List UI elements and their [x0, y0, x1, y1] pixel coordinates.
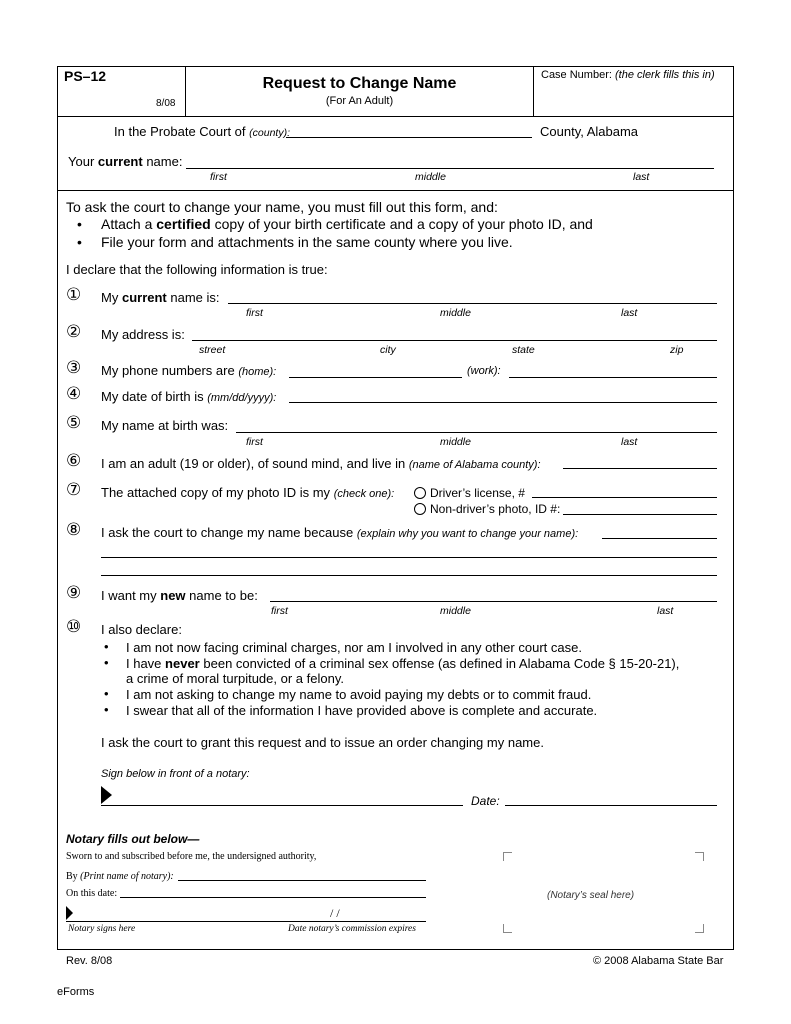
county-field[interactable] — [286, 137, 532, 138]
non-drivers-id-label: Non-driver’s photo, ID #: — [430, 502, 561, 516]
intro-line: To ask the court to change your name, you must fill out this form, and: — [66, 199, 498, 215]
sub-last: last — [621, 307, 638, 319]
item-number-4: ④ — [66, 384, 82, 403]
sub-street: street — [199, 344, 226, 356]
bullet: • — [104, 655, 109, 670]
sub-middle: middle — [440, 605, 471, 617]
reason-field-3[interactable] — [101, 575, 717, 576]
header-divider — [57, 116, 733, 117]
your-current-name-field[interactable] — [186, 168, 714, 169]
reason-field-1[interactable] — [602, 538, 717, 539]
dob-field[interactable] — [289, 402, 717, 403]
declare-line: I declare that the following information is true: — [66, 262, 328, 277]
birth-name-field[interactable] — [236, 432, 717, 433]
non-drivers-id-radio[interactable] — [414, 503, 426, 515]
your-current-name-label: Your current name: — [68, 154, 183, 169]
bullet: • — [104, 639, 109, 654]
sub-last: last — [633, 171, 650, 183]
work-label: (work): — [467, 365, 501, 377]
seal-corner-bl — [503, 924, 512, 933]
item-number-3: ③ — [66, 358, 82, 377]
commission-slashes: / / — [330, 906, 340, 920]
notary-heading: Notary fills out below— — [66, 832, 200, 846]
sub-middle: middle — [440, 436, 471, 448]
item-2-label: My address is: — [101, 327, 185, 342]
bullet: • — [104, 702, 109, 717]
sub-first: first — [246, 436, 263, 448]
form-id: PS–12 — [64, 68, 107, 84]
sign-hint: Sign below in front of a notary: — [101, 768, 250, 780]
signature-field[interactable] — [101, 805, 463, 806]
sub-middle: middle — [440, 307, 471, 319]
non-drivers-id-field[interactable] — [563, 514, 717, 515]
seal-corner-tl — [503, 852, 512, 861]
item-number-8: ⑧ — [66, 520, 82, 539]
current-name-field[interactable] — [228, 303, 717, 304]
item-number-7: ⑦ — [66, 480, 82, 499]
item-number-2: ② — [66, 322, 82, 341]
notary-signs-here: Notary signs here — [68, 924, 136, 934]
header-col-divider-2 — [533, 66, 534, 116]
copyright: © 2008 Alabama State Bar — [593, 955, 724, 967]
declaration-2: I have never been convicted of a criminal sex offense (as defined in Alabama Code § 15-20-21), — [126, 656, 680, 671]
grant-request: I ask the court to grant this request and to issue an order changing my name. — [101, 735, 544, 750]
bullet: • — [77, 216, 82, 232]
address-field[interactable] — [192, 340, 717, 341]
new-name-field[interactable] — [270, 601, 717, 602]
page-subtitle: (For An Adult) — [325, 95, 394, 107]
notary-sworn: Sworn to and subscribed before me, the undersigned authority, — [66, 851, 317, 862]
item-5-label: My name at birth was: — [101, 418, 229, 433]
sub-state: state — [512, 344, 535, 356]
sub-first: first — [271, 605, 288, 617]
declaration-3: I am not asking to change my name to avoid paying my debts or to commit fraud. — [126, 687, 592, 702]
item-4-label: My date of birth is (mm/dd/yyyy): — [101, 389, 277, 404]
sub-middle: middle — [415, 171, 446, 183]
date-label: Date: — [471, 794, 500, 808]
notary-arrow-icon — [66, 906, 73, 920]
notary-date-field[interactable] — [120, 897, 426, 898]
declaration-4: I swear that all of the information I have provided above is complete and accurate. — [126, 703, 598, 718]
signature-date-field[interactable] — [505, 805, 717, 806]
home-phone-field[interactable] — [289, 377, 462, 378]
item-3-label: My phone numbers are (home): — [101, 363, 277, 378]
bullet: • — [77, 234, 82, 250]
county-residence-field[interactable] — [563, 468, 717, 469]
item-10-label: I also declare: — [101, 622, 182, 637]
seal-corner-tr — [695, 852, 704, 861]
item-7-label: The attached copy of my photo ID is my (check one): — [101, 485, 395, 500]
item-number-9: ⑨ — [66, 583, 82, 602]
intro-bullet-2: File your form and attachments in the same county where you live. — [101, 234, 513, 250]
item-number-6: ⑥ — [66, 451, 82, 470]
intro-bullet-1: Attach a certified copy of your birth certificate and a copy of your photo ID, and — [101, 216, 593, 232]
item-number-5: ⑤ — [66, 413, 82, 432]
form-date: 8/08 — [156, 98, 176, 109]
court-section-divider — [57, 190, 733, 191]
bullet: • — [104, 686, 109, 701]
eforms-label: eForms — [57, 986, 95, 998]
declaration-2-cont: a crime of moral turpitude, or a felony. — [126, 671, 344, 686]
notary-by-label: By (Print name of notary): — [66, 871, 174, 882]
notary-signature-field[interactable] — [66, 921, 426, 922]
court-suffix: County, Alabama — [540, 124, 639, 139]
revision: Rev. 8/08 — [66, 955, 113, 967]
drivers-license-field[interactable] — [532, 497, 717, 498]
item-8-label: I ask the court to change my name because (explain why you want to change your name): — [101, 525, 579, 540]
commission-expires: Date notary’s commission expires — [288, 924, 416, 934]
drivers-license-label: Driver’s license, # — [430, 486, 525, 500]
notary-seal-label: (Notary’s seal here) — [547, 890, 635, 901]
sub-city: city — [380, 344, 396, 356]
declaration-1: I am not now facing criminal charges, nor am I involved in any other court case. — [126, 640, 582, 655]
sub-last: last — [621, 436, 638, 448]
item-9-label: I want my new name to be: — [101, 588, 258, 603]
sub-last: last — [657, 605, 674, 617]
item-6-label: I am an adult (19 or older), of sound mind, and live in (name of Alabama county): — [101, 456, 541, 471]
sign-arrow-icon — [101, 786, 112, 804]
sub-first: first — [246, 307, 263, 319]
item-number-1: ① — [66, 285, 82, 304]
item-1-label: My current name is: — [101, 290, 220, 305]
work-phone-field[interactable] — [509, 377, 717, 378]
reason-field-2[interactable] — [101, 557, 717, 558]
page-title: Request to Change Name — [262, 75, 457, 92]
notary-name-field[interactable] — [178, 880, 426, 881]
item-number-10: ⑩ — [66, 617, 82, 636]
sub-first: first — [210, 171, 227, 183]
drivers-license-radio[interactable] — [414, 487, 426, 499]
notary-date-label: On this date: — [66, 888, 118, 899]
sub-zip: zip — [670, 344, 684, 356]
court-prefix: In the Probate Court of (county): — [114, 124, 291, 139]
case-number-label: Case Number: (the clerk fills this in) — [541, 69, 715, 81]
seal-corner-br — [695, 924, 704, 933]
